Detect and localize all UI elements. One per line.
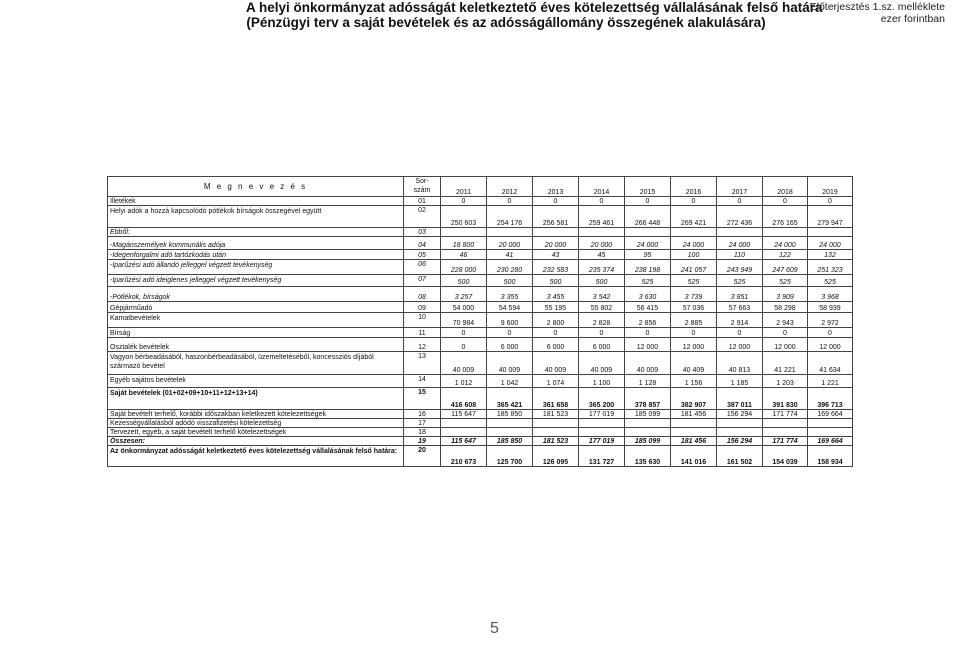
table-row [108, 250, 853, 260]
row-number: 13 [404, 352, 441, 375]
value-cell: 0 [579, 197, 625, 206]
value-cell: 12 000 [625, 338, 671, 352]
value-cell: 185 850 [487, 410, 533, 419]
value-cell: 18 800 [441, 237, 487, 250]
value-cell [487, 419, 533, 428]
value-cell: 241 057 [671, 260, 717, 275]
value-cell: 525 [625, 275, 671, 287]
value-cell: 46 [441, 250, 487, 260]
value-cell: 0 [717, 197, 763, 206]
value-cell [533, 428, 579, 437]
value-cell: 20 000 [579, 237, 625, 250]
value-cell [808, 419, 853, 428]
value-cell: 3 968 [808, 287, 853, 302]
row-label: Kamatbevételek [108, 313, 404, 328]
value-cell: 1 012 [441, 375, 487, 388]
value-cell: 0 [533, 328, 579, 338]
value-cell: 2 943 [763, 313, 808, 328]
value-cell: 3 851 [717, 287, 763, 302]
year-header: 2011 [441, 177, 487, 197]
value-cell: 24 000 [763, 237, 808, 250]
table-row [108, 260, 853, 275]
value-cell: 40 813 [717, 352, 763, 375]
value-cell: 256 581 [533, 206, 579, 228]
row-number: 09 [404, 302, 441, 313]
value-cell [671, 419, 717, 428]
value-cell: 0 [487, 197, 533, 206]
row-label: -Pótlékok, bírságok [108, 287, 404, 302]
page-number: 5 [490, 620, 499, 637]
value-cell [579, 428, 625, 437]
value-cell: 181 523 [533, 437, 579, 446]
value-cell: 12 000 [717, 338, 763, 352]
row-label: -Idegenforgalmi adó tartózkodás után [108, 250, 404, 260]
value-cell: 24 000 [671, 237, 717, 250]
value-cell: 525 [671, 275, 717, 287]
table-row [108, 302, 853, 313]
table-row [108, 419, 853, 428]
row-number: 08 [404, 287, 441, 302]
value-cell: 115 647 [441, 437, 487, 446]
financial-plan-table [107, 176, 853, 467]
value-cell: 122 [763, 250, 808, 260]
value-cell: 269 421 [671, 206, 717, 228]
row-number: 16 [404, 410, 441, 419]
value-cell: 2 885 [671, 313, 717, 328]
value-cell [625, 228, 671, 237]
value-cell: 12 000 [808, 338, 853, 352]
row-number: 11 [404, 328, 441, 338]
value-cell: 2 856 [625, 313, 671, 328]
row-label: -Iparűzési adó ideiglenes jelleggel végzett tevékenység [108, 275, 404, 287]
value-cell: 6 000 [487, 338, 533, 352]
row-label: Ebből: [108, 228, 404, 237]
value-cell: 20 000 [533, 237, 579, 250]
year-header: 2012 [487, 177, 533, 197]
value-cell: 0 [625, 197, 671, 206]
value-cell: 1 203 [763, 375, 808, 388]
value-cell: 0 [717, 328, 763, 338]
value-cell: 254 176 [487, 206, 533, 228]
row-number-header-line2: szám [413, 187, 431, 194]
value-cell: 235 374 [579, 260, 625, 275]
value-cell: 0 [808, 197, 853, 206]
year-header: 2018 [763, 177, 808, 197]
row-number: 02 [404, 206, 441, 228]
row-number: 19 [404, 437, 441, 446]
unit-label: ezer forintban [880, 13, 945, 25]
value-cell: 3 257 [441, 287, 487, 302]
table-row [108, 428, 853, 437]
row-number: 17 [404, 419, 441, 428]
value-cell [717, 428, 763, 437]
row-label: Bírság [108, 328, 404, 338]
table-row [108, 275, 853, 287]
value-cell: 185 850 [487, 437, 533, 446]
row-label: Az önkormányzat adósságát keletkeztető éves kötelezettség vállalásának felső határa: [108, 446, 404, 467]
value-cell: 54 594 [487, 302, 533, 313]
value-cell: 24 000 [717, 237, 763, 250]
value-cell: 0 [441, 197, 487, 206]
value-cell: 266 448 [625, 206, 671, 228]
value-cell: 382 907 [671, 388, 717, 410]
year-header: 2013 [533, 177, 579, 197]
value-cell: 1 221 [808, 375, 853, 388]
value-cell [763, 428, 808, 437]
value-cell: 259 461 [579, 206, 625, 228]
value-cell: 0 [671, 197, 717, 206]
row-label: Kezességvállalásból adódó visszafizetési kötelezettség [108, 419, 404, 428]
value-cell: 2 828 [579, 313, 625, 328]
value-cell: 210 673 [441, 446, 487, 467]
row-label: Helyi adók a hozzá kapcsolódó pótlékok bírságok összegével együtt [108, 206, 404, 228]
value-cell: 247 609 [763, 260, 808, 275]
value-cell: 0 [487, 328, 533, 338]
value-cell: 3 355 [487, 287, 533, 302]
value-cell: 58 939 [808, 302, 853, 313]
value-cell: 3 739 [671, 287, 717, 302]
row-number: 07 [404, 275, 441, 287]
value-cell: 1 128 [625, 375, 671, 388]
value-cell: 135 630 [625, 446, 671, 467]
value-cell [533, 419, 579, 428]
row-label: Tervezett, egyéb, a saját bevételt terhelő kötelezettségek [108, 428, 404, 437]
value-cell: 185 099 [625, 410, 671, 419]
row-label: -Magánszemélyek kommunális adója [108, 237, 404, 250]
value-cell: 243 949 [717, 260, 763, 275]
value-cell: 1 100 [579, 375, 625, 388]
value-cell: 238 198 [625, 260, 671, 275]
value-cell [625, 419, 671, 428]
table-row [108, 352, 853, 375]
value-cell: 0 [671, 328, 717, 338]
value-cell [441, 228, 487, 237]
value-cell: 2 972 [808, 313, 853, 328]
value-cell: 396 713 [808, 388, 853, 410]
row-label: Saját bevételek (01+02+09+10+11+12+13+14) [108, 388, 404, 410]
value-cell: 3 542 [579, 287, 625, 302]
value-cell: 177 019 [579, 410, 625, 419]
value-cell [533, 228, 579, 237]
value-cell: 378 857 [625, 388, 671, 410]
table-row [108, 206, 853, 228]
value-cell: 57 663 [717, 302, 763, 313]
value-cell: 58 298 [763, 302, 808, 313]
value-cell: 181 456 [671, 437, 717, 446]
value-cell: 56 415 [625, 302, 671, 313]
row-number: 18 [404, 428, 441, 437]
year-header: 2019 [808, 177, 853, 197]
value-cell: 154 039 [763, 446, 808, 467]
value-cell: 40 009 [625, 352, 671, 375]
value-cell: 169 664 [808, 410, 853, 419]
value-cell: 500 [487, 275, 533, 287]
table-row [108, 237, 853, 250]
row-number: 12 [404, 338, 441, 352]
value-cell: 230 280 [487, 260, 533, 275]
attachment-note [810, 1, 945, 25]
value-cell: 0 [808, 328, 853, 338]
value-cell: 40 009 [533, 352, 579, 375]
row-number: 20 [404, 446, 441, 467]
value-cell: 20 000 [487, 237, 533, 250]
row-number: 15 [404, 388, 441, 410]
value-cell: 0 [763, 197, 808, 206]
document-subtitle: (Pénzügyi terv a saját bevételek és az adósságállomány összegének alakulására) [246, 15, 766, 30]
row-number: 06 [404, 260, 441, 275]
value-cell: 2 800 [533, 313, 579, 328]
table-row [108, 446, 853, 467]
value-cell: 0 [763, 328, 808, 338]
row-number: 14 [404, 375, 441, 388]
value-cell [671, 228, 717, 237]
value-cell: 361 658 [533, 388, 579, 410]
value-cell: 70 984 [441, 313, 487, 328]
table-row [108, 197, 853, 206]
value-cell: 41 221 [763, 352, 808, 375]
table-row [108, 437, 853, 446]
value-cell: 41 634 [808, 352, 853, 375]
row-label: Vagyon bérbeadásából, haszonbérbeadásából, üzemeltetéséből, koncessziós díjából származó bevétel [108, 352, 404, 375]
value-cell [487, 428, 533, 437]
year-header: 2016 [671, 177, 717, 197]
row-number-header-line1: Sor- [415, 178, 429, 185]
value-cell: 12 000 [763, 338, 808, 352]
value-cell: 279 947 [808, 206, 853, 228]
row-label: Egyéb sajátos bevételek [108, 375, 404, 388]
value-cell: 500 [533, 275, 579, 287]
value-cell [763, 228, 808, 237]
value-cell: 126 095 [533, 446, 579, 467]
value-cell: 365 421 [487, 388, 533, 410]
row-label: -Iparűzési adó állandó jelleggel végzett tevékenység [108, 260, 404, 275]
row-label: Saját bevételt terhelő, korábbi időszakban keletkezett kötelezettségek [108, 410, 404, 419]
value-cell: 55 195 [533, 302, 579, 313]
value-cell [808, 428, 853, 437]
value-cell: 0 [579, 328, 625, 338]
year-header: 2014 [579, 177, 625, 197]
value-cell: 12 000 [671, 338, 717, 352]
value-cell: 40 009 [487, 352, 533, 375]
row-label: Összesen: [108, 437, 404, 446]
value-cell: 115 647 [441, 410, 487, 419]
year-header: 2017 [717, 177, 763, 197]
value-cell: 181 456 [671, 410, 717, 419]
table-row [108, 313, 853, 328]
value-cell: 55 802 [579, 302, 625, 313]
value-cell [625, 428, 671, 437]
value-cell: 1 042 [487, 375, 533, 388]
value-cell: 41 [487, 250, 533, 260]
value-cell [579, 228, 625, 237]
table-row [108, 410, 853, 419]
value-cell: 1 074 [533, 375, 579, 388]
value-cell [717, 419, 763, 428]
row-number: 03 [404, 228, 441, 237]
year-header: 2015 [625, 177, 671, 197]
value-cell: 3 455 [533, 287, 579, 302]
title-block [246, 0, 823, 30]
table-row [108, 328, 853, 338]
value-cell: 185 099 [625, 437, 671, 446]
value-cell: 525 [763, 275, 808, 287]
value-cell: 6 000 [579, 338, 625, 352]
value-cell: 232 583 [533, 260, 579, 275]
value-cell [441, 428, 487, 437]
value-cell: 3 630 [625, 287, 671, 302]
row-label: Gépjárműadó [108, 302, 404, 313]
value-cell: 0 [533, 197, 579, 206]
value-cell: 1 185 [717, 375, 763, 388]
table-row [108, 388, 853, 410]
value-cell: 40 009 [441, 352, 487, 375]
row-label: Osztalék bevételek [108, 338, 404, 352]
row-number: 04 [404, 237, 441, 250]
value-cell: 500 [441, 275, 487, 287]
row-label: Illetékek [108, 197, 404, 206]
value-cell: 171 774 [763, 410, 808, 419]
value-cell: 45 [579, 250, 625, 260]
value-cell [487, 228, 533, 237]
attachment-label: Előterjesztés 1.sz. melléklete [809, 1, 945, 13]
value-cell: 1 156 [671, 375, 717, 388]
value-cell: 0 [441, 338, 487, 352]
value-cell: 365 200 [579, 388, 625, 410]
value-cell: 132 [808, 250, 853, 260]
value-cell: 54 000 [441, 302, 487, 313]
value-cell: 158 934 [808, 446, 853, 467]
value-cell [717, 228, 763, 237]
value-cell: 43 [533, 250, 579, 260]
value-cell: 40 009 [579, 352, 625, 375]
row-number: 05 [404, 250, 441, 260]
value-cell: 100 [671, 250, 717, 260]
value-cell: 525 [717, 275, 763, 287]
value-cell: 177 019 [579, 437, 625, 446]
value-cell: 391 830 [763, 388, 808, 410]
value-cell: 525 [808, 275, 853, 287]
name-column-header: M e g n e v e z é s [108, 177, 404, 197]
value-cell: 24 000 [808, 237, 853, 250]
row-number: 10 [404, 313, 441, 328]
table-row [108, 338, 853, 352]
value-cell [671, 428, 717, 437]
table-row [108, 375, 853, 388]
value-cell: 9 600 [487, 313, 533, 328]
value-cell: 24 000 [625, 237, 671, 250]
value-cell: 161 502 [717, 446, 763, 467]
value-cell: 181 523 [533, 410, 579, 419]
value-cell: 95 [625, 250, 671, 260]
value-cell [579, 419, 625, 428]
value-cell: 156 294 [717, 437, 763, 446]
document-title: A helyi önkormányzat adósságát keletkeztető éves kötelezettség vállalásának felső határa [246, 0, 823, 15]
value-cell: 3 909 [763, 287, 808, 302]
value-cell: 40 409 [671, 352, 717, 375]
value-cell: 276 165 [763, 206, 808, 228]
table-row [108, 228, 853, 237]
value-cell: 169 664 [808, 437, 853, 446]
value-cell: 131 727 [579, 446, 625, 467]
value-cell: 228 000 [441, 260, 487, 275]
value-cell [808, 228, 853, 237]
value-cell: 156 294 [717, 410, 763, 419]
value-cell: 2 914 [717, 313, 763, 328]
value-cell: 57 036 [671, 302, 717, 313]
value-cell [763, 419, 808, 428]
table-header-row [108, 177, 853, 197]
value-cell: 272 436 [717, 206, 763, 228]
value-cell: 387 011 [717, 388, 763, 410]
value-cell: 416 608 [441, 388, 487, 410]
table-row [108, 287, 853, 302]
value-cell: 0 [441, 328, 487, 338]
value-cell: 6 000 [533, 338, 579, 352]
value-cell: 500 [579, 275, 625, 287]
value-cell: 0 [625, 328, 671, 338]
value-cell: 110 [717, 250, 763, 260]
value-cell: 250 603 [441, 206, 487, 228]
value-cell: 141 016 [671, 446, 717, 467]
value-cell: 251 323 [808, 260, 853, 275]
value-cell [441, 419, 487, 428]
value-cell: 125 700 [487, 446, 533, 467]
row-number: 01 [404, 197, 441, 206]
row-number-column-header [404, 177, 441, 197]
value-cell: 171 774 [763, 437, 808, 446]
